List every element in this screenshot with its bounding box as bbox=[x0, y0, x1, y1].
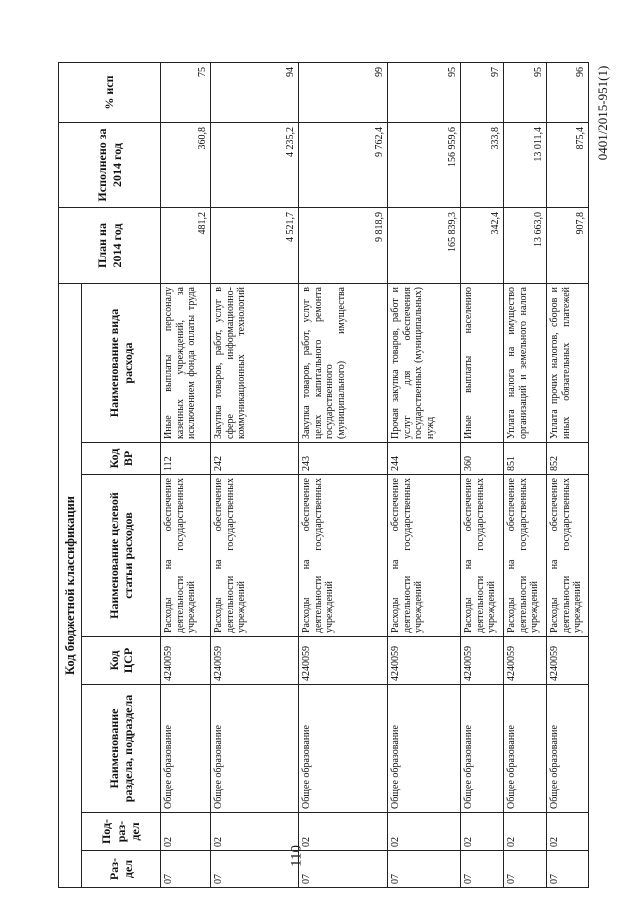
cell-vr-name: Закупка товаров, работ, услуг в сфере информационно-коммуникационных технологий bbox=[211, 284, 299, 443]
cell-vr-name: Закупка товаров, работ, услуг в целях капитального ремонта государственного (муниципального) имущества bbox=[299, 284, 388, 443]
table-row bbox=[388, 63, 461, 888]
cell-csr: 4240059 bbox=[388, 637, 461, 685]
cell-target: Расходы на обеспечение деятельности государственных учреждений bbox=[504, 475, 547, 637]
cell-podrazdel: 02 bbox=[299, 813, 388, 851]
cell-percent: 95 bbox=[388, 63, 461, 123]
cell-plan: 13 663,0 bbox=[504, 208, 547, 284]
cell-vr: 242 bbox=[211, 443, 299, 475]
cell-plan: 165 839,3 bbox=[388, 208, 461, 284]
table-row bbox=[299, 63, 388, 888]
cell-vr-name: Уплата налога на имущество организаций и земельного налога bbox=[504, 284, 547, 443]
header-vr: Код ВР bbox=[82, 443, 161, 475]
rotated-table-container bbox=[58, 63, 586, 888]
cell-section: Общее образование bbox=[388, 685, 461, 813]
cell-razdel: 07 bbox=[504, 851, 547, 888]
cell-executed: 4 235,2 bbox=[211, 123, 299, 208]
cell-vr: 244 bbox=[388, 443, 461, 475]
header-section-name: Наименование раздела, подраздела bbox=[82, 685, 161, 813]
cell-csr: 4240059 bbox=[161, 637, 211, 685]
cell-section: Общее образование bbox=[547, 685, 589, 813]
header-razdel: Раз-дел bbox=[82, 851, 161, 888]
cell-executed: 360,8 bbox=[161, 123, 211, 208]
budget-table bbox=[58, 62, 589, 888]
cell-percent: 99 bbox=[299, 63, 388, 123]
document-code: 0401/2015-951(1) bbox=[595, 65, 610, 161]
cell-razdel: 07 bbox=[388, 851, 461, 888]
cell-vr: 852 bbox=[547, 443, 589, 475]
cell-plan: 481,2 bbox=[161, 208, 211, 284]
cell-percent: 95 bbox=[504, 63, 547, 123]
budget-classification-header: Код бюджетной классификации bbox=[59, 284, 82, 888]
cell-executed: 156 959,6 bbox=[388, 123, 461, 208]
page-number: 110 bbox=[288, 845, 305, 867]
header-executed: Исполнено за 2014 год bbox=[59, 123, 161, 208]
cell-target: Расходы на обеспечение деятельности государственных учреждений bbox=[547, 475, 589, 637]
cell-target: Расходы на обеспечение деятельности государственных учреждений bbox=[461, 475, 504, 637]
cell-executed: 333,8 bbox=[461, 123, 504, 208]
cell-plan: 4 521,7 bbox=[211, 208, 299, 284]
cell-csr: 4240059 bbox=[547, 637, 589, 685]
cell-podrazdel: 02 bbox=[547, 813, 589, 851]
header-vr-name: Наименование вида расхода bbox=[82, 284, 161, 443]
table-row bbox=[504, 63, 547, 888]
table-row bbox=[161, 63, 211, 888]
cell-vr: 360 bbox=[461, 443, 504, 475]
cell-vr: 112 bbox=[161, 443, 211, 475]
cell-target: Расходы на обеспечение деятельности государственных учреждений bbox=[161, 475, 211, 637]
cell-percent: 97 bbox=[461, 63, 504, 123]
cell-csr: 4240059 bbox=[504, 637, 547, 685]
cell-podrazdel: 02 bbox=[161, 813, 211, 851]
cell-vr: 243 bbox=[299, 443, 388, 475]
cell-plan: 342,4 bbox=[461, 208, 504, 284]
header-csr: Код ЦСР bbox=[82, 637, 161, 685]
cell-vr-name: Иные выплаты персоналу казенных учреждений, за исключением фонда оплаты труда bbox=[161, 284, 211, 443]
cell-podrazdel: 02 bbox=[461, 813, 504, 851]
cell-percent: 94 bbox=[211, 63, 299, 123]
cell-percent: 75 bbox=[161, 63, 211, 123]
cell-executed: 875,4 bbox=[547, 123, 589, 208]
cell-razdel: 07 bbox=[461, 851, 504, 888]
cell-plan: 907,8 bbox=[547, 208, 589, 284]
cell-vr-name: Иные выплаты населению bbox=[461, 284, 504, 443]
cell-razdel: 07 bbox=[211, 851, 299, 888]
cell-vr-name: Прочая закупка товаров, работ и услуг для обеспечения государственных (муниципальных) нужд bbox=[388, 284, 461, 443]
cell-razdel: 07 bbox=[547, 851, 589, 888]
table-row bbox=[547, 63, 589, 888]
cell-target: Расходы на обеспечение деятельности государственных учреждений bbox=[299, 475, 388, 637]
cell-podrazdel: 02 bbox=[388, 813, 461, 851]
cell-section: Общее образование bbox=[504, 685, 547, 813]
cell-executed: 13 011,4 bbox=[504, 123, 547, 208]
header-podrazdel: Под-раз-дел bbox=[82, 813, 161, 851]
cell-target: Расходы на обеспечение деятельности государственных учреждений bbox=[211, 475, 299, 637]
table-row bbox=[211, 63, 299, 888]
header-percent: % исп bbox=[59, 63, 161, 123]
header-target-name: Наименование целевой статьи расходов bbox=[82, 475, 161, 637]
header-plan: План на 2014 год bbox=[59, 208, 161, 284]
cell-section: Общее образование bbox=[461, 685, 504, 813]
cell-section: Общее образование bbox=[299, 685, 388, 813]
cell-target: Расходы на обеспечение деятельности государственных учреждений bbox=[388, 475, 461, 637]
cell-vr-name: Уплата прочих налогов, сборов и иных обязательных платежей bbox=[547, 284, 589, 443]
cell-executed: 9 762,4 bbox=[299, 123, 388, 208]
cell-csr: 4240059 bbox=[211, 637, 299, 685]
cell-percent: 96 bbox=[547, 63, 589, 123]
cell-section: Общее образование bbox=[161, 685, 211, 813]
cell-podrazdel: 02 bbox=[211, 813, 299, 851]
cell-podrazdel: 02 bbox=[504, 813, 547, 851]
cell-razdel: 07 bbox=[299, 851, 388, 888]
cell-vr: 851 bbox=[504, 443, 547, 475]
cell-csr: 4240059 bbox=[461, 637, 504, 685]
cell-csr: 4240059 bbox=[299, 637, 388, 685]
cell-section: Общее образование bbox=[211, 685, 299, 813]
table-row bbox=[461, 63, 504, 888]
cell-razdel: 07 bbox=[161, 851, 211, 888]
cell-plan: 9 818,9 bbox=[299, 208, 388, 284]
